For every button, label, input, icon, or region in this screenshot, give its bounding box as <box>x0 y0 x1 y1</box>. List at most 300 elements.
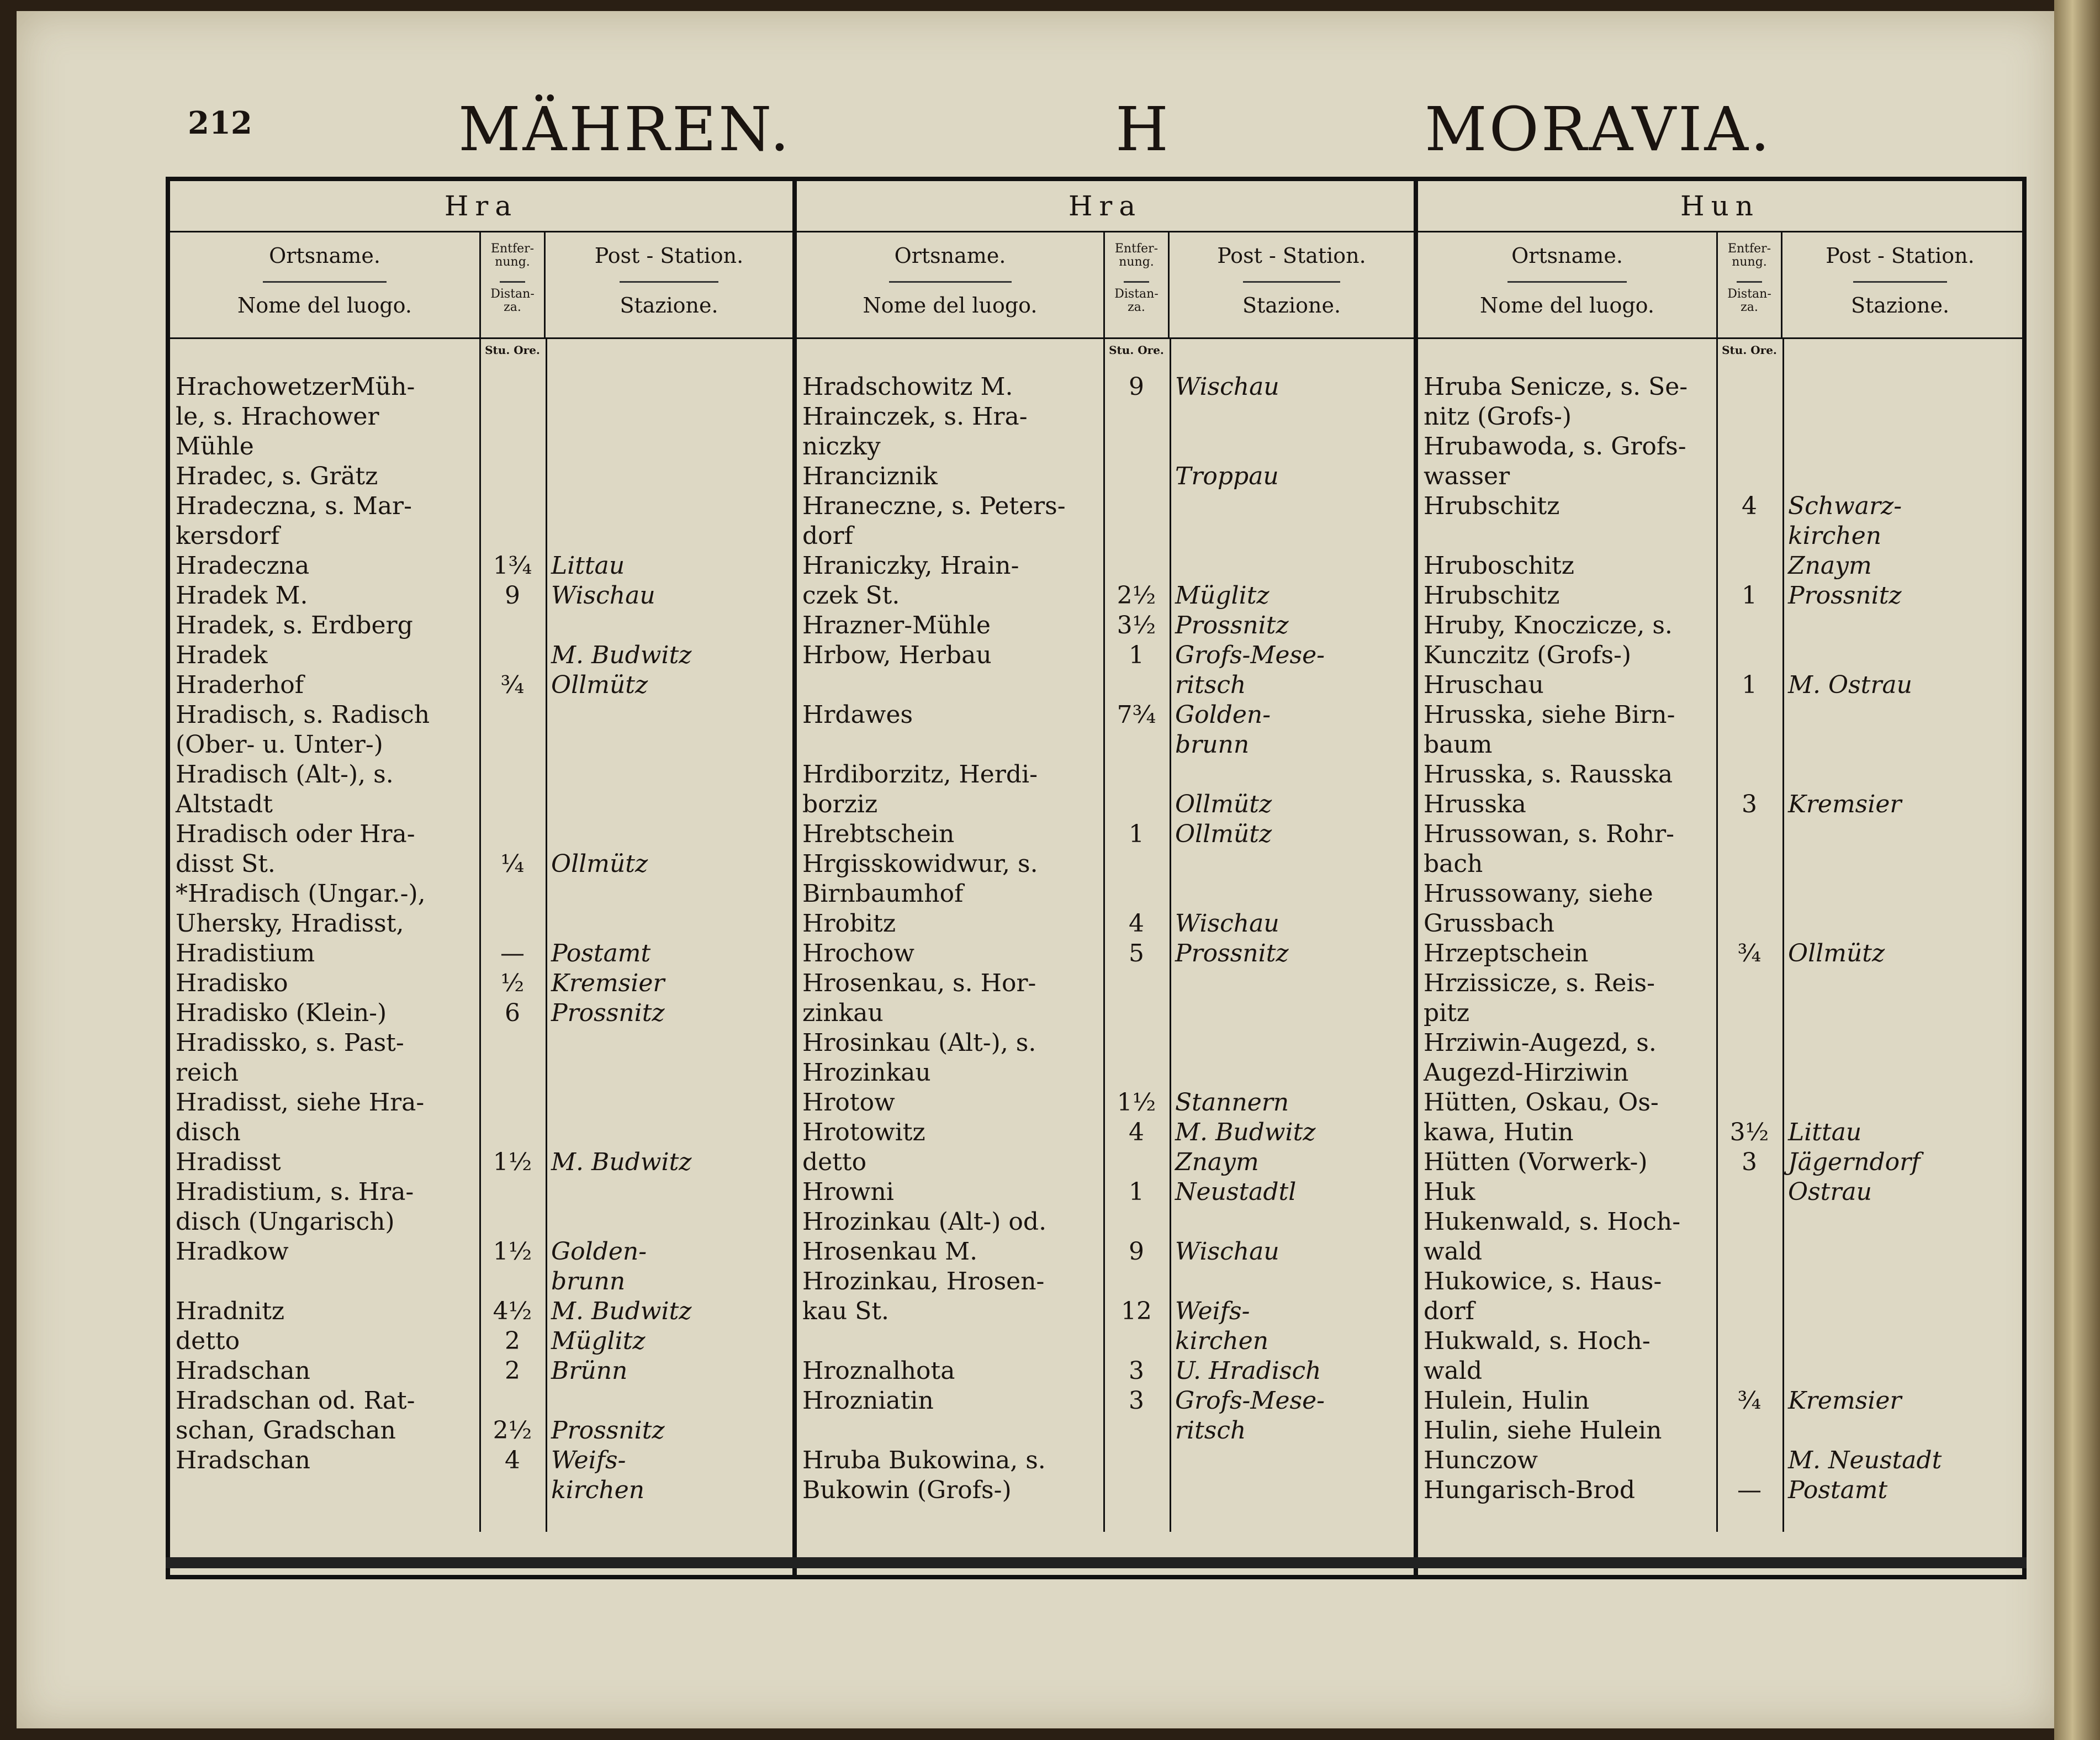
post-station: Wischau <box>1175 909 1279 938</box>
stunden-label: Stu. Ore. <box>485 343 540 357</box>
distance-value: — <box>500 939 525 967</box>
table-row <box>797 491 1414 521</box>
table-row <box>797 849 1414 879</box>
table-row <box>797 879 1414 909</box>
table-row <box>1418 1267 2022 1297</box>
table-row <box>797 1446 1414 1475</box>
table-row <box>170 521 792 551</box>
post-station-label: Post - Station. <box>594 244 744 268</box>
place-name: Hrosenkau, s. Hor- <box>802 969 1036 997</box>
table-row <box>1418 1356 2022 1386</box>
place-name: Hrdiborzitz, Herdi- <box>802 760 1038 789</box>
post-station: M. Budwitz <box>551 1148 692 1176</box>
place-name: Hrubschitz <box>1424 492 1560 520</box>
place-name: HrachowetzerMüh- <box>176 373 415 401</box>
place-name: wald <box>1424 1357 1483 1385</box>
column-subheader <box>797 232 1414 339</box>
table-row <box>1418 998 2022 1028</box>
place-name: zinkau <box>802 999 884 1027</box>
place-name: Hrotowitz <box>802 1118 925 1146</box>
post-station: M. Budwitz <box>551 641 692 669</box>
post-station: brunn <box>1175 731 1250 759</box>
post-station: Wischau <box>1175 1237 1279 1266</box>
header-rule <box>1853 281 1947 283</box>
distance-value: 1 <box>1742 671 1757 699</box>
place-name: kersdorf <box>176 522 280 550</box>
place-name: disch (Ungarisch) <box>176 1208 395 1236</box>
table-row <box>170 819 792 849</box>
place-name: Hranciznik <box>802 462 938 490</box>
distance-value: 1 <box>1129 1178 1144 1206</box>
table-row <box>170 432 792 462</box>
place-name: Hradschan od. Rat- <box>176 1387 415 1415</box>
distance-value: 7¾ <box>1117 701 1156 729</box>
table-row <box>170 1058 792 1088</box>
header-rule <box>889 281 1012 283</box>
table-row <box>170 1147 792 1177</box>
stazione-label: Stazione. <box>1850 293 1950 318</box>
distance-value: 1½ <box>1117 1088 1156 1117</box>
table-row <box>797 372 1414 402</box>
distance-value: 9 <box>1129 373 1144 401</box>
distance-value: 2 <box>505 1357 520 1385</box>
post-station: Wischau <box>1175 373 1279 401</box>
place-name: czek St. <box>802 581 900 610</box>
table-row <box>1418 909 2022 939</box>
post-station: Weifs- <box>551 1446 626 1474</box>
place-name: Hradisko <box>176 969 288 997</box>
distanza-label: Distan- za. <box>1727 287 1771 314</box>
place-name: Hrzeptschein <box>1424 939 1589 967</box>
place-name: Hradisch (Alt-), s. <box>176 760 394 789</box>
place-name: Hrussowany, siehe <box>1424 880 1653 908</box>
header-rule <box>620 281 718 283</box>
place-name: Hruboschitz <box>1424 552 1574 580</box>
distance-value: — <box>1737 1476 1762 1504</box>
post-station: M. Budwitz <box>551 1297 692 1325</box>
distance-value: 4 <box>505 1446 520 1474</box>
table-row <box>170 969 792 998</box>
distance-value: 4 <box>1129 1118 1144 1146</box>
place-name: Hungarisch-Brod <box>1424 1476 1636 1504</box>
post-station: Ollmütz <box>551 850 648 878</box>
place-name: Augezd-Hirziwin <box>1424 1059 1629 1087</box>
place-name: Bukowin (Grofs-) <box>802 1476 1012 1504</box>
table-row <box>797 760 1414 790</box>
place-name: Hukwald, s. Hoch- <box>1424 1327 1651 1355</box>
table-row <box>170 1028 792 1058</box>
entfernung-label: Entfer- nung. <box>1727 242 1771 269</box>
place-name: Mühle <box>176 432 254 461</box>
place-name: Hroznalhota <box>802 1357 955 1385</box>
table-row <box>1418 1386 2022 1416</box>
table-row <box>1418 760 2022 790</box>
table-row <box>1418 1147 2022 1177</box>
distance-value: 3 <box>1742 1148 1757 1176</box>
distance-value: ¾ <box>1737 939 1762 967</box>
place-name: Hrdawes <box>802 701 913 729</box>
table-row <box>170 998 792 1028</box>
place-name: schan, Gradschan <box>176 1416 396 1445</box>
distance-value: 1½ <box>493 1148 532 1176</box>
place-name: kawa, Hutin <box>1424 1118 1574 1146</box>
post-station: Prossnitz <box>551 999 665 1027</box>
table-row <box>1418 1118 2022 1147</box>
post-station: Müglitz <box>551 1327 646 1355</box>
place-name: Huk <box>1424 1178 1475 1206</box>
entry-list <box>170 372 792 1505</box>
place-name: Hradisch, s. Radisch <box>176 701 430 729</box>
place-name: Hrozinkau (Alt-) od. <box>802 1208 1047 1236</box>
place-name: reich <box>176 1059 239 1087</box>
place-name: *Hradisch (Ungar.-), <box>176 880 426 908</box>
title-moravia: MORAVIA. <box>1425 94 1772 165</box>
distance-value: 3½ <box>1117 611 1156 639</box>
place-name: Hruba Bukowina, s. <box>802 1446 1046 1474</box>
place-name: Hradisst, siehe Hra- <box>176 1088 425 1117</box>
stazione-label: Stazione. <box>620 293 718 318</box>
distance-value: 9 <box>505 581 520 610</box>
distance-value: 3 <box>1742 790 1757 818</box>
place-name: Hrosinkau (Alt-), s. <box>802 1029 1036 1057</box>
place-name: dorf <box>1424 1297 1474 1325</box>
nome-label: Nome del luogo. <box>1480 293 1654 318</box>
place-name: Hrziwin-Augezd, s. <box>1424 1029 1657 1057</box>
stunden-label: Stu. Ore. <box>1109 343 1164 357</box>
table-row <box>1418 551 2022 581</box>
place-name: Hrotow <box>802 1088 895 1117</box>
table-row <box>1418 670 2022 700</box>
table-row <box>797 432 1414 462</box>
post-station: Jägerndorf <box>1788 1148 1921 1176</box>
table-row <box>1418 641 2022 670</box>
place-name: Hradek <box>176 641 268 669</box>
table-row <box>797 641 1414 670</box>
table-row <box>1418 819 2022 849</box>
table-row <box>1418 1297 2022 1326</box>
entry-list <box>1418 372 2022 1505</box>
place-name: Hradnitz <box>176 1297 285 1325</box>
post-station: Postamt <box>551 939 651 967</box>
place-name: Hrozinkau, Hrosen- <box>802 1267 1045 1295</box>
distance-value: ½ <box>500 969 525 997</box>
post-station: kirchen <box>1175 1327 1269 1355</box>
table-row <box>1418 790 2022 819</box>
place-name: Hradeczna <box>176 552 310 580</box>
place-name: le, s. Hrachower <box>176 403 379 431</box>
post-station: Ollmütz <box>1175 820 1272 848</box>
place-name: wasser <box>1424 462 1510 490</box>
table-row <box>170 879 792 909</box>
table-row <box>1418 1446 2022 1475</box>
place-name: Hulein, Hulin <box>1424 1387 1590 1415</box>
place-name: Hukowice, s. Haus- <box>1424 1267 1662 1295</box>
table-row <box>170 760 792 790</box>
table-row <box>1418 432 2022 462</box>
ortsname-header <box>1418 232 1716 337</box>
table-row <box>170 462 792 491</box>
table-row <box>797 700 1414 730</box>
table-row <box>797 1028 1414 1058</box>
post-station: kirchen <box>551 1476 645 1504</box>
place-name: Grussbach <box>1424 909 1555 938</box>
post-station: Stannern <box>1175 1088 1289 1117</box>
post-station-label: Post - Station. <box>1826 244 1975 268</box>
table-row <box>1418 879 2022 909</box>
place-name: Hrowni <box>802 1178 894 1206</box>
place-name: Hradissko, s. Past- <box>176 1029 404 1057</box>
table-row <box>1418 1326 2022 1356</box>
table-row <box>170 909 792 939</box>
header-rule <box>500 281 525 283</box>
table-row <box>170 1297 792 1326</box>
table-row <box>170 1386 792 1416</box>
table-row <box>797 1386 1414 1416</box>
table-row <box>797 909 1414 939</box>
table-row <box>1418 581 2022 611</box>
post-station: Golden- <box>551 1237 647 1266</box>
table-row <box>1418 611 2022 641</box>
table-row <box>170 1237 792 1267</box>
table-row <box>797 998 1414 1028</box>
place-name: Hrubschitz <box>1424 581 1560 610</box>
table-row <box>1418 1475 2022 1505</box>
table-row <box>170 641 792 670</box>
nome-label: Nome del luogo. <box>863 293 1038 318</box>
table-row <box>170 670 792 700</box>
title-letter: H <box>1115 94 1168 165</box>
place-name: Hradisst <box>176 1148 281 1176</box>
station-header <box>1782 232 2018 337</box>
table-row <box>170 1416 792 1446</box>
entfernung-label: Entfer- nung. <box>1114 242 1159 269</box>
place-name: Hrazner-Mühle <box>802 611 991 639</box>
post-station: Troppau <box>1175 462 1279 490</box>
table-row <box>797 819 1414 849</box>
post-station: Grofs-Mese- <box>1175 641 1325 669</box>
place-name: Hradistium, s. Hra- <box>176 1178 414 1206</box>
column-body <box>797 339 1414 1532</box>
table-row <box>797 551 1414 581</box>
table-row <box>797 1416 1414 1446</box>
post-station: kirchen <box>1788 522 1882 550</box>
distance-value: 3 <box>1129 1357 1144 1385</box>
place-name: Hunczow <box>1424 1446 1538 1474</box>
place-name: Hrussowan, s. Rohr- <box>1424 820 1675 848</box>
post-station: Kremsier <box>1788 1387 1902 1415</box>
table-row <box>1418 1237 2022 1267</box>
table-row <box>1418 462 2022 491</box>
table-row <box>797 1297 1414 1326</box>
post-station: Kremsier <box>551 969 665 997</box>
table-row <box>170 372 792 402</box>
distance-header <box>1716 232 1782 337</box>
distance-value: 2½ <box>493 1416 532 1445</box>
post-station: Grofs-Mese- <box>1175 1387 1325 1415</box>
table-row <box>1418 939 2022 969</box>
post-station: Kremsier <box>1788 790 1902 818</box>
place-name: bach <box>1424 850 1483 878</box>
place-name: Hrgisskowidwur, s. <box>802 850 1038 878</box>
place-name: (Ober- u. Unter-) <box>176 731 383 759</box>
place-name: borziz <box>802 790 878 818</box>
place-name: pitz <box>1424 999 1470 1027</box>
place-name: Hrosenkau M. <box>802 1237 978 1266</box>
place-name: Hruschau <box>1424 671 1544 699</box>
entry-list <box>797 372 1414 1505</box>
table-row <box>170 491 792 521</box>
distance-value: 1¾ <box>493 552 532 580</box>
post-station: Brünn <box>551 1357 628 1385</box>
post-station-label: Post - Station. <box>1217 244 1366 268</box>
post-station: Znaym <box>1788 552 1872 580</box>
table-row <box>170 1356 792 1386</box>
column-1 <box>170 181 797 1575</box>
post-station: Wischau <box>551 581 655 610</box>
table-row <box>1418 969 2022 998</box>
distance-value: ¾ <box>1737 1387 1762 1415</box>
post-station: Prossnitz <box>1175 939 1289 967</box>
distance-value: 5 <box>1129 939 1144 967</box>
place-name: Hradschan <box>176 1357 310 1385</box>
header-rule <box>1243 281 1341 283</box>
distance-value: 2 <box>505 1327 520 1355</box>
ortsname-label: Ortsname. <box>1511 244 1623 268</box>
table-row <box>797 670 1414 700</box>
table-row <box>170 1267 792 1297</box>
table-row <box>170 939 792 969</box>
header-rule <box>1124 281 1149 283</box>
ortsname-label: Ortsname. <box>894 244 1006 268</box>
distance-value: 4 <box>1742 492 1757 520</box>
place-name: kau St. <box>802 1297 890 1325</box>
table-row <box>170 730 792 760</box>
distance-header <box>1103 232 1170 337</box>
table-row <box>170 1177 792 1207</box>
post-station: Ollmütz <box>1788 939 1885 967</box>
place-name: Hütten (Vorwerk-) <box>1424 1148 1648 1176</box>
table-row <box>1418 1088 2022 1118</box>
table-row <box>170 1475 792 1505</box>
place-name: Hrbow, Herbau <box>802 641 992 669</box>
ortsname-header <box>170 232 479 337</box>
place-name: Hrozinkau <box>802 1059 931 1087</box>
table-row <box>170 551 792 581</box>
post-station: brunn <box>551 1267 626 1295</box>
distance-value: 3½ <box>1729 1118 1769 1146</box>
distance-value: ¾ <box>500 671 525 699</box>
station-header <box>546 232 792 337</box>
place-name: Hruba Senicze, s. Se- <box>1424 373 1688 401</box>
distance-value: 4 <box>1129 909 1144 938</box>
table-row <box>797 1356 1414 1386</box>
place-name: Hrebtschein <box>802 820 955 848</box>
table-row <box>1418 1177 2022 1207</box>
post-station: M. Ostrau <box>1788 671 1912 699</box>
place-name: nitz (Grofs-) <box>1424 403 1572 431</box>
place-name: dorf <box>802 522 853 550</box>
column-heading: Hra <box>170 181 792 232</box>
distance-value: 9 <box>1129 1237 1144 1266</box>
table-row <box>170 1118 792 1147</box>
header-rule <box>1507 281 1627 283</box>
place-name: Hraderhof <box>176 671 304 699</box>
table-row <box>797 1475 1414 1505</box>
table-row <box>797 1088 1414 1118</box>
entfernung-label: Entfer- nung. <box>490 242 535 269</box>
place-name: Hrobitz <box>802 909 896 938</box>
distance-value: 4½ <box>493 1297 532 1325</box>
place-name: Hradschowitz M. <box>802 373 1013 401</box>
place-name: Hrainczek, s. Hra- <box>802 403 1028 431</box>
station-header <box>1170 232 1414 337</box>
place-name: Uhersky, Hradisst, <box>176 909 404 938</box>
post-station: Prossnitz <box>1788 581 1902 610</box>
distance-value: ¼ <box>500 850 525 878</box>
column-body <box>1418 339 2022 1532</box>
header-rule <box>1737 281 1762 283</box>
table-row <box>797 969 1414 998</box>
place-name: disch <box>176 1118 241 1146</box>
table-row <box>797 1118 1414 1147</box>
table-row <box>1418 849 2022 879</box>
column-2 <box>797 181 1418 1575</box>
post-station: Littau <box>551 552 625 580</box>
table-row <box>797 402 1414 432</box>
post-station: Weifs- <box>1175 1297 1250 1325</box>
place-name: Hütten, Oskau, Os- <box>1424 1088 1659 1117</box>
table-row <box>797 1177 1414 1207</box>
table-row <box>797 1058 1414 1088</box>
distance-value: 12 <box>1121 1297 1152 1325</box>
distance-value: 1 <box>1129 641 1144 669</box>
place-name: Birnbaumhof <box>802 880 964 908</box>
post-station: M. Neustadt <box>1788 1446 1942 1474</box>
table-row <box>1418 491 2022 521</box>
table-row <box>797 462 1414 491</box>
post-station: ritsch <box>1175 671 1246 699</box>
table-row <box>170 1088 792 1118</box>
post-station: U. Hradisch <box>1175 1357 1321 1385</box>
table-row <box>170 790 792 819</box>
table-row <box>797 1147 1414 1177</box>
table-row <box>1418 1058 2022 1088</box>
distanza-label: Distan- za. <box>490 287 535 314</box>
ortsname-label: Ortsname. <box>269 244 380 268</box>
place-name: Hradisko (Klein-) <box>176 999 387 1027</box>
table-row <box>797 1207 1414 1237</box>
post-station: ritsch <box>1175 1416 1246 1445</box>
post-station: Prossnitz <box>1175 611 1289 639</box>
header-rule <box>263 281 387 283</box>
title-mahren: MÄHREN. <box>458 94 792 165</box>
table-row <box>1418 1207 2022 1237</box>
place-name: Hulin, siehe Hulein <box>1424 1416 1662 1445</box>
place-name: Hrusska <box>1424 790 1526 818</box>
table-row <box>1418 700 2022 730</box>
column-subheader <box>1418 232 2022 339</box>
table-row <box>170 1446 792 1475</box>
distance-value: 3 <box>1129 1387 1144 1415</box>
stunden-label: Stu. Ore. <box>1722 343 1777 357</box>
place-name: Hrusska, s. Rausska <box>1424 760 1673 789</box>
place-name: Hrubawoda, s. Grofs- <box>1424 432 1686 461</box>
place-name: wald <box>1424 1237 1483 1266</box>
table-row <box>170 611 792 641</box>
post-station: Postamt <box>1788 1476 1888 1504</box>
table-row <box>170 1326 792 1356</box>
table-row <box>797 790 1414 819</box>
